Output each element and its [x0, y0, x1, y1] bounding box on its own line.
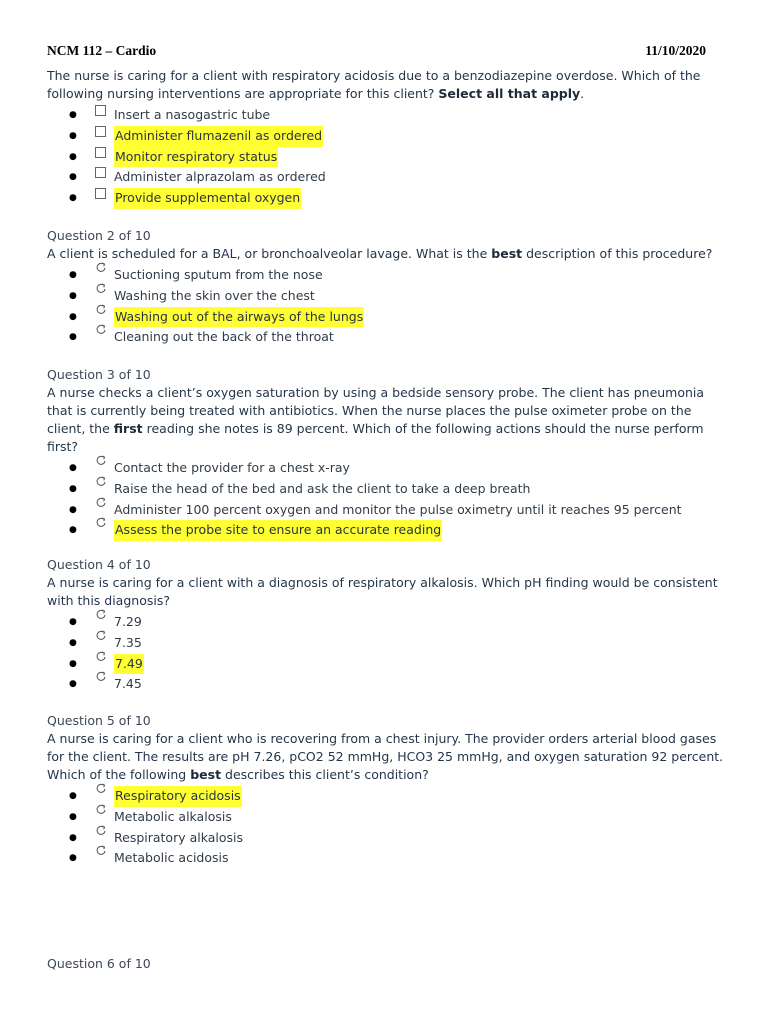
bullet-icon: ●: [69, 637, 77, 648]
question-block: [47, 556, 727, 695]
answer-option[interactable]: [47, 167, 727, 188]
bullet-icon: ●: [69, 290, 77, 301]
bullet-icon: ●: [69, 463, 77, 473]
answer-label: Contact the provider for a chest x-ray: [114, 460, 350, 475]
bullet-icon: ●: [69, 658, 77, 669]
radio-button-icon[interactable]: [95, 802, 106, 813]
answer-label: Metabolic alkalosis: [114, 808, 232, 824]
answer-options: [47, 105, 727, 209]
radio-button-icon[interactable]: [95, 843, 106, 854]
answer-option[interactable]: [47, 520, 727, 541]
question-text: A nurse is caring for a client with a diagnosis of respiratory alkalosis. Which pH finding would be consistent with this diagnosis?: [47, 575, 718, 608]
answer-option[interactable]: [47, 479, 727, 500]
highlighted-answer-label: Provide supplemental oxygen: [114, 188, 301, 209]
question-block: [47, 366, 727, 541]
answer-label: Raise the head of the bed and ask the client to take a deep breath: [114, 480, 531, 496]
bullet-icon: ●: [69, 811, 77, 822]
radio-button-icon[interactable]: [95, 781, 106, 792]
radio-button-icon[interactable]: [95, 649, 106, 660]
answer-option[interactable]: [47, 286, 727, 307]
bullet-icon: ●: [69, 270, 77, 280]
bullet-icon: ●: [69, 525, 77, 536]
radio-button-icon[interactable]: [95, 628, 106, 639]
answer-label: Metabolic acidosis: [114, 850, 229, 866]
question-block: [47, 67, 727, 209]
answer-option[interactable]: [47, 265, 727, 286]
question-number: Question 2 of 10: [47, 228, 151, 243]
highlighted-answer-label: Washing out of the airways of the lungs: [114, 307, 364, 328]
bullet-icon: ●: [69, 151, 77, 162]
answer-label: Administer 100 percent oxygen and monitor the pulse oximetry until it reaches 95 percent: [114, 501, 682, 517]
checkbox-icon[interactable]: [95, 167, 106, 178]
answer-option[interactable]: [47, 327, 727, 348]
bullet-icon: ●: [69, 332, 77, 343]
answer-option[interactable]: [47, 674, 727, 695]
highlighted-answer-label: Monitor respiratory status: [114, 147, 278, 168]
checkbox-icon[interactable]: [95, 188, 106, 199]
answer-option[interactable]: [47, 147, 727, 168]
bullet-icon: ●: [69, 110, 77, 120]
bullet-icon: ●: [69, 483, 77, 494]
answer-label: Insert a nasogastric tube: [114, 107, 271, 122]
answer-option[interactable]: [47, 807, 727, 828]
highlighted-answer-label: Administer flumazenil as ordered: [114, 126, 323, 147]
radio-button-icon[interactable]: [95, 474, 106, 485]
question-block: [47, 227, 727, 348]
question-text: A client is scheduled for a BAL, or bronchoalveolar lavage. What is the best description of this procedure?: [47, 246, 713, 261]
radio-button-icon[interactable]: [95, 281, 106, 292]
answer-options: [47, 458, 727, 541]
answer-label: Washing the skin over the chest: [114, 287, 315, 303]
document-header: [47, 43, 706, 59]
question-text: A nurse checks a client’s oxygen saturation by using a bedside sensory probe. The client has pneumonia that is currently being treated with antibiotics. When the nurse places the pulse oximeter probe on the client, the first reading she notes is 89 percent. Which of the following actions should the nurse perform first?: [47, 385, 705, 454]
answer-options: [47, 612, 727, 695]
answer-options: [47, 265, 727, 348]
checkbox-icon[interactable]: [95, 126, 106, 137]
answer-label: 7.35: [114, 634, 142, 650]
answer-label: Administer alprazolam as ordered: [114, 169, 326, 185]
radio-button-icon[interactable]: [95, 302, 106, 313]
question-number: Question 3 of 10: [47, 367, 151, 382]
radio-button-icon[interactable]: [95, 322, 106, 333]
answer-option[interactable]: [47, 105, 727, 126]
document-date: 11/10/2020: [645, 43, 706, 58]
bullet-icon: ●: [69, 504, 77, 515]
radio-button-icon[interactable]: [95, 669, 106, 680]
bullet-icon: ●: [69, 172, 77, 183]
emphasis-text: best: [491, 246, 523, 261]
answer-label: 7.29: [114, 614, 142, 629]
answer-option[interactable]: [47, 307, 727, 328]
bullet-icon: ●: [69, 853, 77, 864]
answer-option[interactable]: [47, 612, 727, 633]
bullet-icon: ●: [69, 311, 77, 322]
checkbox-icon[interactable]: [95, 105, 106, 116]
bullet-icon: ●: [69, 617, 77, 627]
radio-button-icon[interactable]: [95, 260, 106, 271]
radio-button-icon[interactable]: [95, 453, 106, 464]
bullet-icon: ●: [69, 791, 77, 801]
bullet-icon: ●: [69, 679, 77, 690]
emphasis-text: first: [113, 421, 143, 436]
radio-button-icon[interactable]: [95, 495, 106, 506]
answer-label: 7.45: [114, 676, 142, 692]
bullet-icon: ●: [69, 193, 77, 204]
course-title: NCM 112 – Cardio: [47, 43, 157, 58]
question-text: A nurse is caring for a client who is recovering from a chest injury. The provider orders arterial blood gases for the client. The results are pH 7.26, pCO2 52 mmHg, HCO3 25 mmHg, and oxygen saturation 92 percent. Which of the following best describes this client’s condition?: [47, 731, 724, 782]
question-number: Question 4 of 10: [47, 557, 151, 572]
answer-options: [47, 786, 727, 869]
radio-button-icon[interactable]: [95, 515, 106, 526]
checkbox-icon[interactable]: [95, 147, 106, 158]
bullet-icon: ●: [69, 130, 77, 141]
answer-option[interactable]: [47, 458, 727, 479]
emphasis-text: Select all that apply: [438, 86, 581, 101]
answer-label: Suctioning sputum from the nose: [114, 267, 323, 282]
answer-option[interactable]: [47, 126, 727, 147]
answer-option[interactable]: [47, 828, 727, 849]
bullet-icon: ●: [69, 832, 77, 843]
answer-option[interactable]: [47, 654, 727, 675]
highlighted-answer-label: Respiratory acidosis: [114, 786, 242, 807]
answer-option[interactable]: [47, 633, 727, 654]
answer-label: Respiratory alkalosis: [114, 829, 244, 845]
answer-label: Cleaning out the back of the throat: [114, 329, 334, 345]
radio-button-icon[interactable]: [95, 823, 106, 834]
answer-option[interactable]: [47, 848, 727, 869]
highlighted-answer-label: 7.49: [114, 654, 144, 675]
radio-button-icon[interactable]: [95, 607, 106, 618]
answer-option[interactable]: [47, 786, 727, 807]
answer-option[interactable]: [47, 188, 727, 209]
question-number: Question 6 of 10: [47, 956, 151, 971]
question-text: The nurse is caring for a client with respiratory acidosis due to a benzodiazepine overdose. Which of the following nursing interventions are appropriate for this client? Select all that apply.: [47, 68, 701, 101]
question-number: Question 5 of 10: [47, 713, 151, 728]
highlighted-answer-label: Assess the probe site to ensure an accurate reading: [114, 520, 442, 541]
emphasis-text: best: [190, 767, 222, 782]
answer-option[interactable]: [47, 500, 727, 521]
question-block: [47, 712, 727, 869]
question-block: [47, 955, 727, 973]
